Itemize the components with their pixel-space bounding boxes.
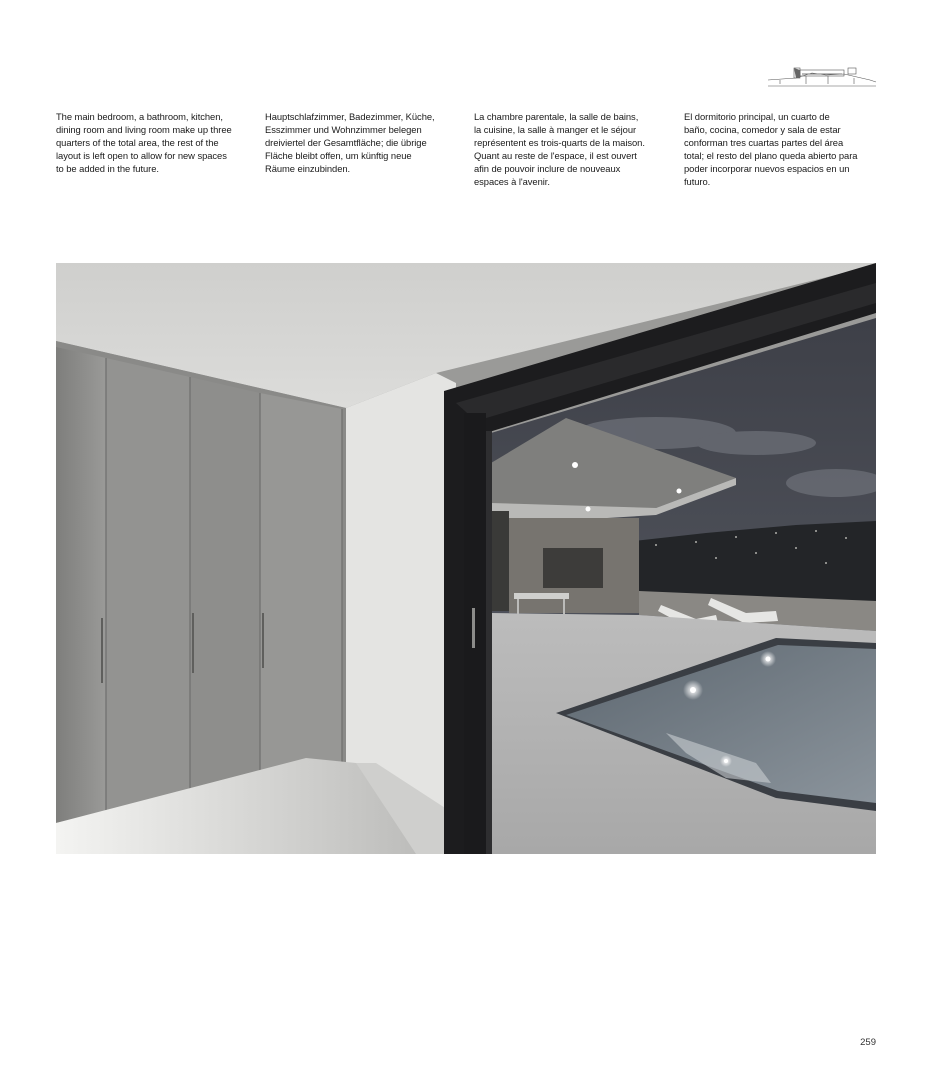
caption-english: The main bedroom, a bathroom, kitchen, dining room and living room make up three quarters of the total area, the rest of the layout is left open to allow for new spaces to be added in the future.	[56, 111, 232, 175]
caption-spanish: El dormitorio principal, un cuarto de baño, cocina, comedor y sala de estar conforman tres cuartas partes del área total; el resto del plano queda abierto para poder incorporar nuevos espacios en un futuro.	[684, 111, 858, 188]
bedroom-pool-photo	[56, 263, 876, 854]
multilingual-caption	[56, 110, 880, 200]
caption-german: Hauptschlafzimmer, Badezimmer, Küche, Esszimmer und Wohnzimmer belegen dreiviertel der Gesamtfläche; die übrige Fläche bleibt offen, um künftig neue Räume einzubinden.	[265, 111, 435, 175]
caption-french: La chambre parentale, la salle de bains, la cuisine, la salle à manger et le séjour représentent es trois-quarts de la maison. Quant au reste de l'espace, il est ouvert afin de pouvoir inclure de nouveaux espaces à l'avenir.	[474, 111, 645, 188]
page-number: 259	[860, 1037, 876, 1048]
house-elevation-sketch-icon	[766, 60, 878, 94]
